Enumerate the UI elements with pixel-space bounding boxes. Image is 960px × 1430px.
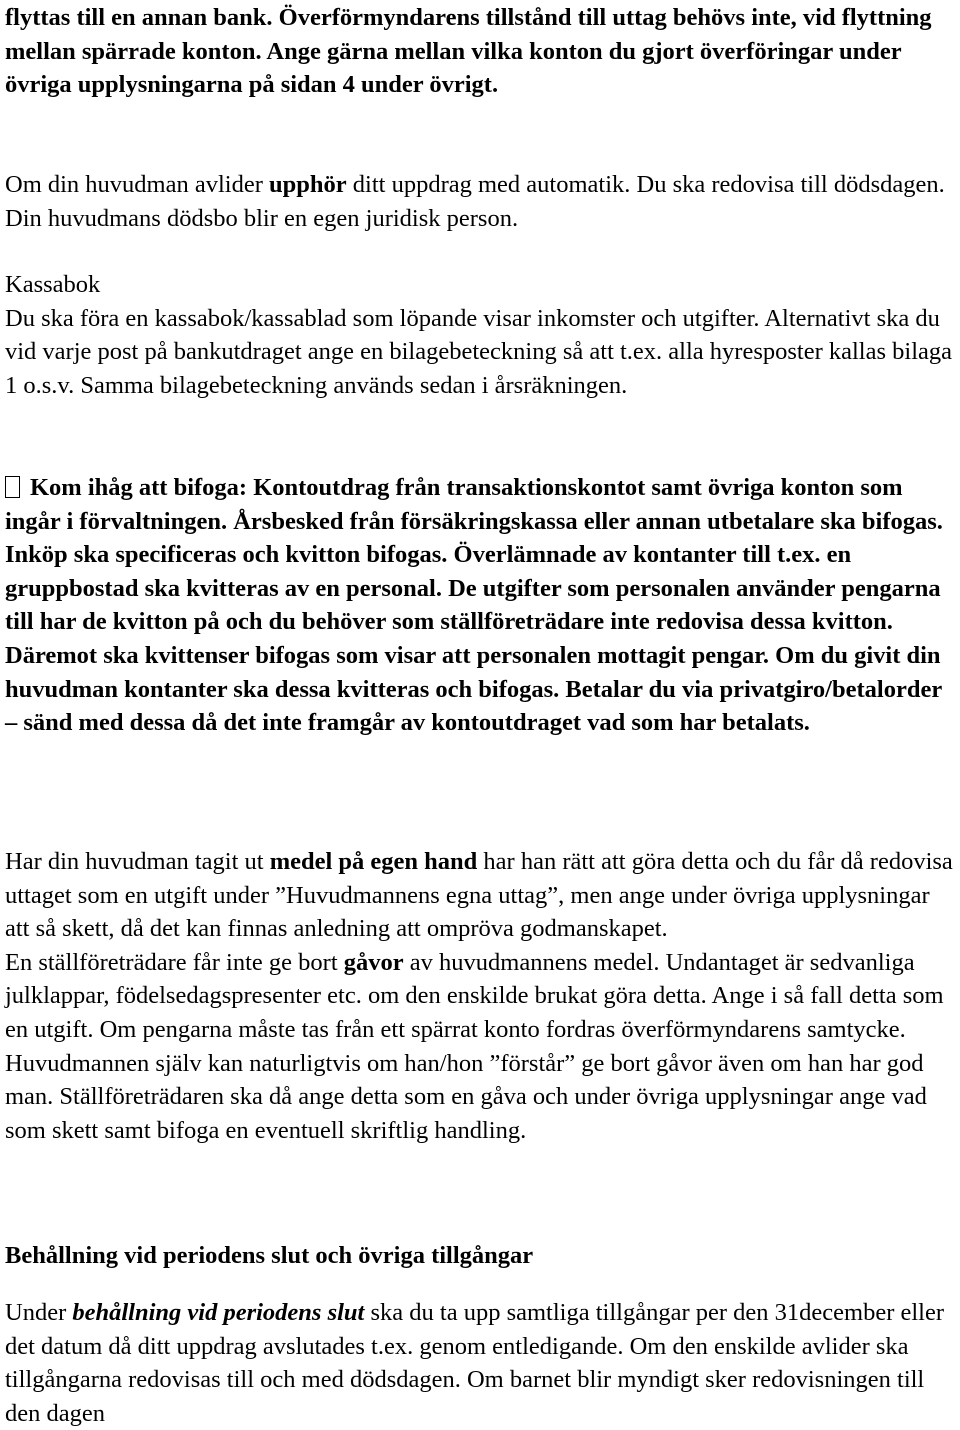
death-text-1: Om din huvudman avlider [5,171,270,198]
balance-emph: behållning vid periodens slut [72,1299,365,1326]
balance-heading: Behållning vid periodens slut och övriga tillgångar [5,1242,534,1269]
balance-text-2: ska du ta upp samtliga tillgångar per den 31december eller det datum då ditt uppdrag avslutades t.ex. genom entledigande. Om den enskilde avlider ska tillgångarna redovisas till och med dödsdagen. Om barnet blir myndigt sker redovisningen till den dagen [5,1299,945,1427]
kassabok-heading: Kassabok [5,271,101,298]
balance-text-1: Under [5,1299,73,1326]
death-text-2: ditt uppdrag med automatik. Du ska redovisa till dödsdagen. Din huvudmans dödsbo blir en egen juridisk person. [5,171,945,232]
paragraph-death [5,168,955,235]
own-hand-text-2: har han rätt att göra detta och du får då redovisa uttaget som en utgift under ”Huvudmannens egna uttag”, men ange under övriga upplysningar att så skett, då det kan finnas anledning att ompröva godmanskapet. [5,848,953,943]
reminder-text: Kom ihåg att bifoga: Kontoutdrag från transaktionskontot samt övriga konton som ingår i förvaltningen. Årsbesked från försäkringskassa eller annan utbetalare ska bifogas. Inköp ska specificeras och kvitton bifogas. Överlämnade av kontanter till t.ex. en gruppbostad ska kvitteras av en personal. De utgifter som personalen använder pengarna till har de kvitton på och du behöver som ställföreträdare inte redovisa dessa kvitton. Däremot ska kvittenser bifogas som visar att personalen mottagit pengar. Om du givit din huvudman kontanter ska dessa kvitteras och bifogas. Betalar du via privatgiro/betalorder – sänd med dessa då det inte framgår av kontoutdraget vad som har betalats. [5,474,943,737]
paragraph-transfer [5,1,955,102]
transfer-tail: Ange gärna mellan vilka konton du gjort överföringar under övriga upplysningarna på sidan 4 under övrigt. [5,37,902,99]
reminder-paragraph [5,471,955,740]
own-hand-text-1: Har din huvudman tagit ut [5,848,270,875]
own-hand-emph: medel på egen hand [269,848,478,875]
gifts-emph: gåvor [343,948,404,976]
gifts-text-2: av huvudmannens medel. Undantaget är sedvanliga julklappar, födelsedagspresenter etc. om den enskilde brukat göra detta. Ange i så fall detta som en utgift. Om pengarna måste tas från ett spärrat konto fordras överförmyndarens samtycke. Huvudmannen själv kan naturligtvis om han/hon ”förstår” ge bort gåvor även om han har god man. Ställföreträdaren ska då ange detta som en gåva och under övriga upplysningar ange vad som skett samt bifoga en eventuell skriftlig handling. [5,948,944,1144]
kassabok-section [5,268,955,402]
paragraph-own-hand [5,845,955,1147]
checkbox-glyph-icon [5,476,20,498]
death-text-emph: upphör [269,171,347,198]
gifts-text-1: En ställföreträdare får inte ge bort [5,948,344,976]
kassabok-body: Du ska föra en kassabok/kassablad som löpande visar inkomster och utgifter. Alternativt ska du vid varje post på bankutdraget ange en bilagebeteckning så att t.ex. alla hyresposter kallas bilaga 1 o.s.v. Samma bilagebeteckning används sedan i årsräkningen. [5,304,952,399]
transfer-text: flyttas till en annan bank. Överförmyndarens tillstånd till uttag behövs inte, vid flyttning mellan spärrade konton. [5,4,932,65]
paragraph-balance [5,1296,955,1430]
